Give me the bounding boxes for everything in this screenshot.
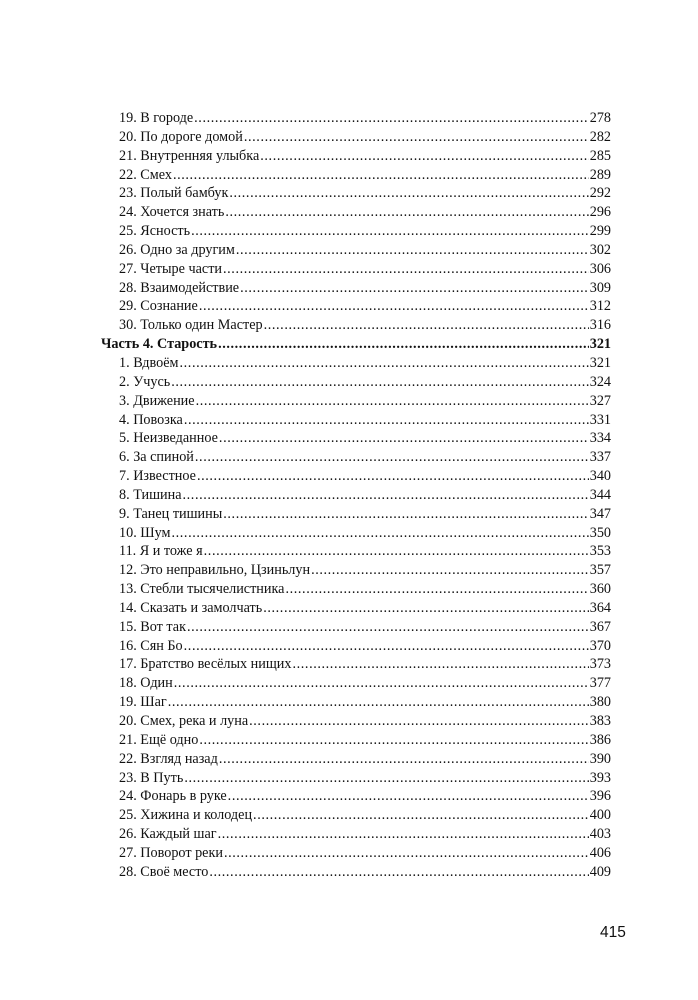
toc-entry [101,505,611,524]
dot-leader [219,429,589,448]
dot-leader [168,693,589,712]
toc-entry-page: 367 [589,618,611,635]
dot-leader [171,524,588,543]
toc-entry-title: 25. Хижина и колодец [119,807,253,824]
dot-leader [253,806,589,825]
dot-leader [229,184,588,203]
toc-entry-page: 400 [589,807,611,824]
dot-leader [184,769,588,788]
toc-entry-title: 3. Движение [119,392,195,409]
dot-leader [219,750,589,769]
toc-entry [101,203,611,222]
toc-entry-title: 23. Полый бамбук [119,185,229,202]
toc-entry-title: 11. Я и тоже я [119,543,203,560]
toc-entry-title: 22. Взгляд назад [119,750,218,767]
toc-entry-title: 5. Неизведанное [119,430,218,447]
toc-entry [101,448,611,467]
toc-entry [101,618,611,637]
toc-entry-page: 340 [589,468,611,485]
toc-entry [101,750,611,769]
toc-entry-page: 292 [589,185,611,202]
toc-entry [101,128,611,147]
toc-entry [101,693,611,712]
table-of-contents [101,109,611,882]
toc-part-heading [101,335,611,354]
toc-entry-title: 21. Внутренняя улыбка [119,147,260,164]
dot-leader [187,618,589,637]
toc-entry [101,429,611,448]
toc-entry-title: 28. Своё место [119,863,209,880]
dot-leader [209,863,588,882]
dot-leader [183,486,589,505]
toc-entry [101,354,611,373]
toc-entry-page: 383 [589,713,611,729]
dot-leader [191,222,589,241]
toc-entry [101,731,611,750]
toc-entry-title: 12. Это неправильно, Цзиньлун [119,562,311,579]
toc-entry-page: 393 [589,769,611,786]
toc-entry-page: 390 [589,750,611,767]
dot-leader [194,109,589,128]
toc-entry-page: 396 [589,788,611,805]
dot-leader [171,373,588,392]
toc-entry-title: 25. Ясность [119,223,191,240]
dot-leader [223,505,588,524]
toc-entry-page: 282 [589,128,611,145]
toc-entry-page: 321 [589,354,611,371]
toc-entry-title: 30. Только один Мастер [119,317,263,334]
toc-entry [101,580,611,599]
toc-entry-page: 285 [589,147,611,164]
toc-part-page: 321 [589,336,611,353]
dot-leader [184,411,589,430]
toc-entry [101,542,611,561]
toc-entry-page: 312 [589,298,611,315]
toc-entry-page: 409 [589,863,611,880]
toc-entry-page: 302 [589,241,611,258]
dot-leader [249,712,589,731]
toc-entry [101,260,611,279]
toc-entry-page: 347 [589,505,611,522]
dot-leader [199,297,589,316]
toc-entry [101,241,611,260]
toc-entry [101,844,611,863]
toc-entry [101,561,611,580]
toc-entry-title: 8. Тишина [119,486,182,503]
toc-entry [101,486,611,505]
dot-leader [174,674,589,693]
toc-entry-page: 406 [589,844,611,861]
toc-entry-title: 20. Смех, река и луна [119,713,249,729]
dot-leader [264,316,589,335]
toc-entry-title: 27. Поворот реки [119,844,223,861]
dot-leader [218,335,589,354]
toc-entry-page: 357 [589,562,611,579]
dot-leader [285,580,588,599]
toc-entry [101,392,611,411]
toc-entry-title: 26. Каждый шаг [119,826,217,843]
toc-entry-title: 20. По дороге домой [119,128,243,145]
toc-entry-page: 334 [589,430,611,447]
toc-entry-title: 19. В городе [119,110,194,126]
toc-entry-title: 24. Фонарь в руке [119,788,227,805]
toc-entry-page: 316 [589,317,611,334]
toc-entry [101,147,611,166]
toc-entry-title: 7. Известное [119,468,196,485]
toc-entry-page: 327 [589,392,611,409]
toc-entry-title: 9. Танец тишины [119,505,223,522]
toc-entry-page: 289 [589,166,611,183]
dot-leader [240,279,589,298]
toc-entry-page: 296 [589,204,611,221]
dot-leader [195,448,589,467]
toc-entry-title: 6. За спиной [119,449,194,466]
toc-entry-title: 1. Вдвоём [119,354,179,371]
dot-leader [225,203,588,222]
toc-entry [101,411,611,430]
toc-entry [101,806,611,825]
dot-leader [197,467,589,486]
toc-entry-page: 360 [589,581,611,598]
toc-entry-title: 2. Учусь [119,373,171,390]
toc-entry-page: 344 [589,486,611,503]
dot-leader [260,147,588,166]
toc-entry-page: 403 [589,826,611,843]
toc-entry [101,373,611,392]
toc-entry-page: 377 [589,675,611,692]
toc-entry [101,769,611,788]
toc-entry-page: 306 [589,260,611,277]
toc-entry-page: 373 [589,656,611,673]
dot-leader [263,599,589,618]
toc-entry-page: 299 [589,223,611,240]
toc-entry [101,297,611,316]
toc-entry-page: 324 [589,373,611,390]
toc-entry-page: 386 [589,731,611,748]
toc-entry-title: 17. Братство весёлых нищих [119,656,292,673]
toc-entry-page: 337 [589,449,611,466]
toc-entry-title: 10. Шум [119,524,171,541]
toc-entry [101,316,611,335]
dot-leader [244,128,589,147]
toc-entry [101,166,611,185]
toc-entry-title: 26. Одно за другим [119,241,235,258]
toc-entry-title: 24. Хочется знать [119,204,225,221]
toc-entry [101,109,611,128]
toc-entry-title: 14. Сказать и замолчать [119,599,263,616]
dot-leader [196,392,589,411]
toc-entry [101,674,611,693]
toc-entry-page: 350 [589,524,611,541]
toc-entry-page: 353 [589,543,611,560]
page-number: 415 [600,924,626,941]
toc-entry [101,637,611,656]
toc-entry-title: 4. Повозка [119,411,183,428]
toc-entry-title: 15. Вот так [119,618,186,635]
toc-entry-title: 18. Один [119,675,173,692]
dot-leader [224,844,589,863]
toc-entry-page: 370 [589,637,611,654]
toc-entry [101,655,611,674]
toc-entry [101,184,611,203]
dot-leader [236,241,589,260]
toc-entry-page: 331 [589,411,611,428]
toc-entry-title: 23. В Путь [119,769,184,786]
dot-leader [173,166,589,185]
toc-entry-title: 16. Сян Бо [119,637,183,654]
toc-entry [101,222,611,241]
dot-leader [184,637,589,656]
dot-leader [223,260,589,279]
toc-entry [101,712,611,731]
toc-entry-title: 19. Шаг [119,694,167,711]
toc-entry-title: 22. Смех [119,166,172,183]
toc-entry [101,524,611,543]
toc-entry-title: 27. Четыре части [119,260,222,277]
toc-entry-page: 364 [589,599,611,616]
dot-leader [199,731,588,750]
dot-leader [292,655,588,674]
toc-entry [101,787,611,806]
toc-entry [101,863,611,882]
toc-entry [101,599,611,618]
dot-leader [180,354,589,373]
toc-entry-page: 380 [589,694,611,711]
toc-entry-page: 278 [589,110,611,126]
toc-part-title: Часть 4. Старость [101,336,218,353]
dot-leader [204,542,589,561]
toc-entry [101,467,611,486]
toc-entry-page: 309 [589,279,611,296]
toc-entry-title: 13. Стебли тысячелистника [119,581,285,598]
toc-entry [101,279,611,298]
toc-entry-title: 28. Взаимодействие [119,279,240,296]
toc-entry-title: 21. Ещё одно [119,731,199,748]
toc-entry [101,825,611,844]
dot-leader [218,825,589,844]
toc-entry-title: 29. Сознание [119,298,198,315]
dot-leader [228,787,589,806]
dot-leader [311,561,589,580]
